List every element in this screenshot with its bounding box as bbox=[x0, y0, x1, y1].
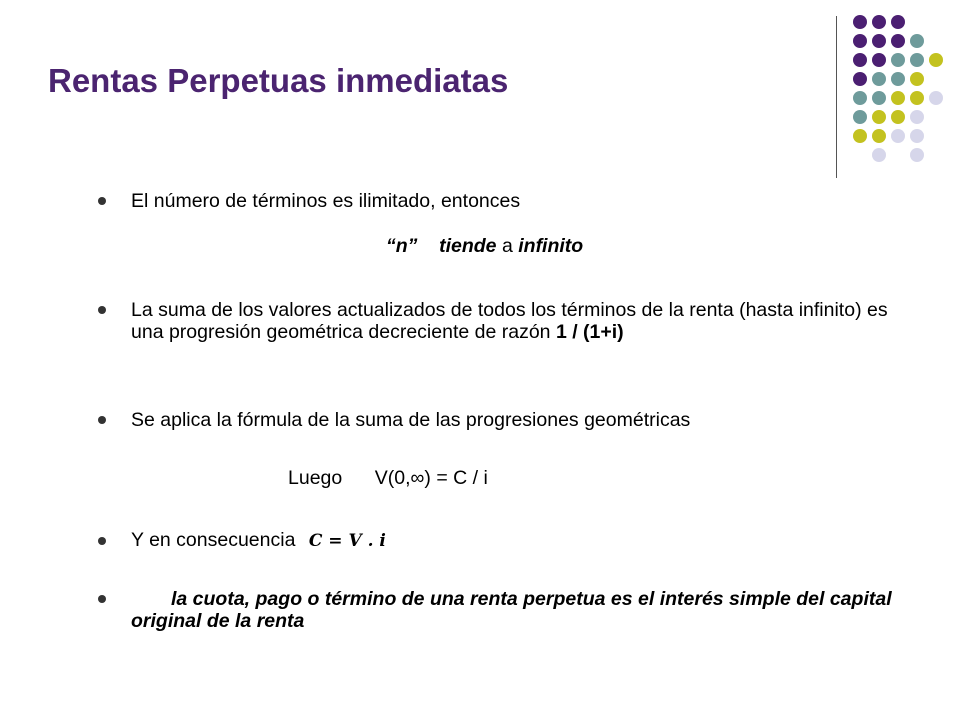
bullet-dot bbox=[98, 306, 106, 314]
dot bbox=[910, 110, 924, 124]
slide-title: Rentas Perpetuas inmediatas bbox=[48, 62, 509, 99]
dot bbox=[853, 53, 867, 67]
dot bbox=[891, 129, 905, 143]
dot bbox=[872, 34, 886, 48]
dot bbox=[910, 129, 924, 143]
dot bbox=[910, 148, 924, 162]
dot bbox=[929, 91, 943, 105]
dot bbox=[853, 72, 867, 86]
bullet-dot bbox=[98, 537, 106, 545]
dot bbox=[891, 91, 905, 105]
tiende-word: tiende bbox=[439, 235, 497, 257]
dot bbox=[910, 53, 924, 67]
luego-line bbox=[288, 467, 488, 490]
bullet-dot bbox=[98, 416, 106, 424]
dot bbox=[853, 34, 867, 48]
dot bbox=[853, 15, 867, 29]
dot bbox=[853, 110, 867, 124]
luego-formula: V(0,∞) = C / i bbox=[374, 467, 488, 489]
dot bbox=[853, 91, 867, 105]
n-quote: “n” bbox=[386, 235, 418, 257]
dot bbox=[891, 110, 905, 124]
dot bbox=[872, 91, 886, 105]
vertical-divider bbox=[836, 16, 837, 178]
dot bbox=[929, 53, 943, 67]
dot bbox=[891, 53, 905, 67]
infinity-line bbox=[386, 235, 583, 258]
dot bbox=[872, 148, 886, 162]
luego-word: Luego bbox=[288, 467, 343, 489]
bullet-dot bbox=[98, 197, 106, 205]
dot bbox=[872, 53, 886, 67]
bullet-5-body: la cuota, pago o término de una renta perpetua es el interés simple del capital original de la renta bbox=[131, 588, 892, 632]
infinito-word: infinito bbox=[518, 235, 584, 257]
dot bbox=[853, 129, 867, 143]
bullet-2-body: La suma de los valores actualizados de todos los términos de la renta (hasta infinito) es una progresión geométrica decreciente de razón bbox=[131, 299, 888, 343]
dot bbox=[872, 15, 886, 29]
dot bbox=[872, 110, 886, 124]
bullet-1-text: El número de términos es ilimitado, entonces bbox=[131, 190, 521, 212]
dot bbox=[891, 15, 905, 29]
bullet-dot bbox=[98, 595, 106, 603]
dot bbox=[891, 72, 905, 86]
dot bbox=[891, 34, 905, 48]
dot bbox=[910, 91, 924, 105]
dot bbox=[872, 129, 886, 143]
bullet-5-text bbox=[131, 588, 911, 632]
bullet-4-text bbox=[131, 529, 911, 552]
ratio-value: 1 / (1+i) bbox=[555, 321, 624, 343]
a-word: a bbox=[501, 235, 513, 257]
dot bbox=[910, 72, 924, 86]
bullet-2-text bbox=[131, 299, 911, 343]
dot bbox=[872, 72, 886, 86]
bullet-4-body: Y en consecuencia bbox=[131, 529, 296, 551]
dot bbox=[910, 34, 924, 48]
cuota-formula: C = V . i bbox=[308, 531, 386, 551]
bullet-3-text: Se aplica la fórmula de la suma de las progresiones geométricas bbox=[131, 409, 691, 431]
